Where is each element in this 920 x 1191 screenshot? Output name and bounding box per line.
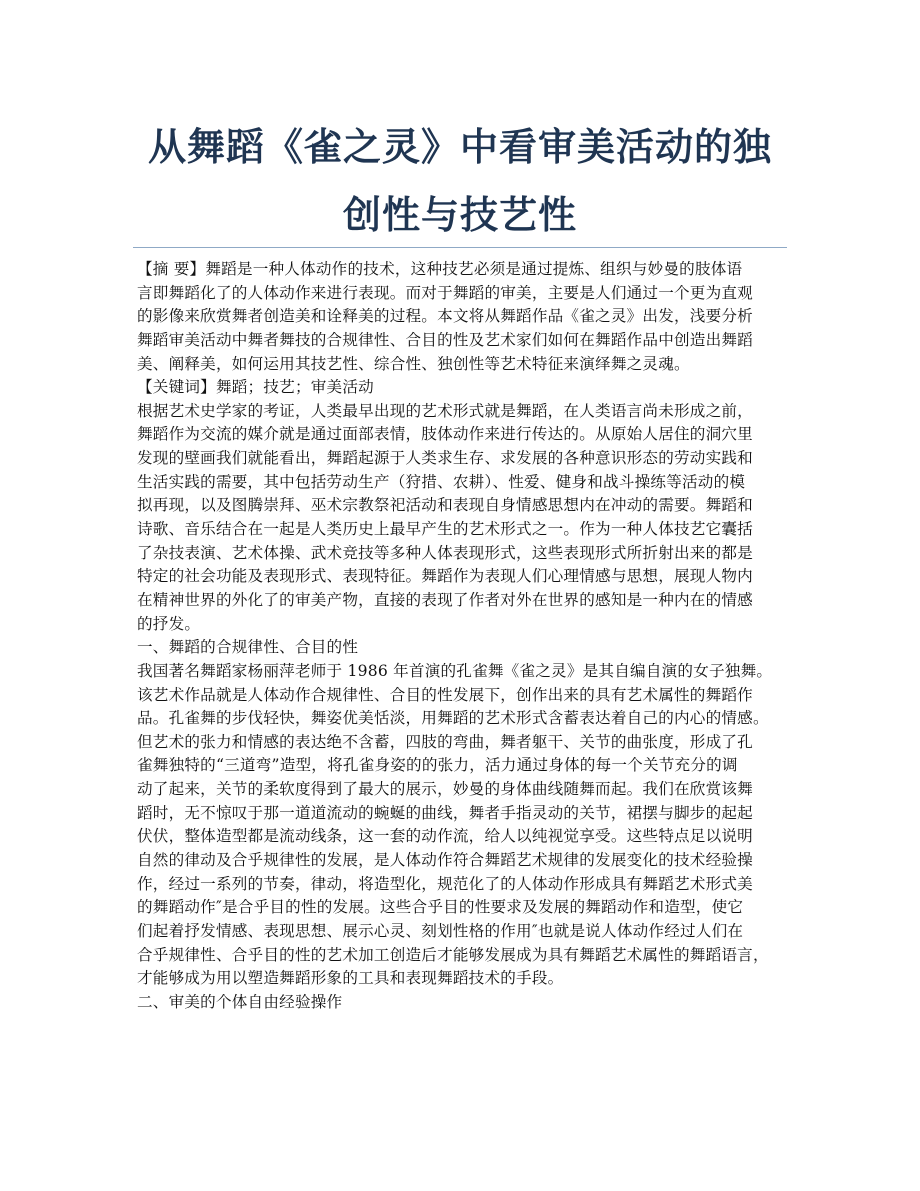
- text-line: 生活实践的需要，其中包括劳动生产（狩措、农耕）、性爱、健身和战斗操练等活动的模: [137, 472, 746, 491]
- document-title-line-1: 从舞蹈《雀之灵》中看审美活动的独: [147, 125, 772, 169]
- text-line: 发现的壁画我们就能看出，舞蹈起源于人类求生存、求发展的各种意识形态的劳动实践和: [137, 449, 753, 468]
- text-line: 拟再现，以及图腾崇拜、巫术宗教祭祀活动和表现自身情感思想内在冲动的需要。舞蹈和: [137, 496, 753, 515]
- text-line: 该艺术作品就是人体动作合规律性、合目的性发展下，创作出来的具有艺术属性的舞蹈作: [137, 685, 753, 704]
- text-line: 言即舞蹈化了的人体动作来进行表现。而对于舞蹈的审美，主要是人们通过一个更为直观: [137, 283, 753, 302]
- text-line: 我国著名舞蹈家杨丽萍老师于 1986 年首演的孔雀舞《雀之灵》是其自编自演的女子独舞。: [137, 661, 773, 680]
- text-line: 美、阐释美，如何运用其技艺性、综合性、独创性等艺术特征来演绎舞之灵魂。: [137, 354, 690, 373]
- text-line: 动了起来，关节的柔软度得到了最大的展示，妙曼的身体曲线随舞而起。我们在欣赏该舞: [137, 780, 753, 799]
- text-line: 舞蹈审美活动中舞者舞技的合规律性、合目的性及艺术家们如何在舞蹈作品中创造出舞蹈: [137, 330, 753, 349]
- text-line: 【关键词】舞蹈；技艺；审美活动: [137, 378, 374, 397]
- text-line: 才能够成为用以塑造舞蹈形象的工具和表现舞蹈技术的手段。: [137, 969, 564, 988]
- text-line: 二、审美的个体自由经验操作: [137, 992, 343, 1011]
- text-line: 的舞蹈动作″是合乎目的性的发展。这些合乎目的性要求及发展的舞蹈动作和造型，使它: [137, 898, 744, 917]
- text-line: 品。孔雀舞的步伐轻快，舞姿优美恬淡，用舞蹈的艺术形式含蓄表达着自己的内心的情感。: [137, 709, 769, 728]
- text-line: 们起着抒发情感、表现思想、展示心灵、刻划性格的作用″也就是说人体动作经过人们在: [137, 921, 744, 940]
- text-line: 合乎规律性、合乎目的性的艺术加工创造后才能够发展成为具有舞蹈艺术属性的舞蹈语言，: [137, 945, 769, 964]
- text-line: 作，经过一系列的节奏，律动，将造型化，规范化了的人体动作形成具有舞蹈艺术形式美: [137, 874, 753, 893]
- text-line: 特定的社会功能及表现形式、表现特征。舞蹈作为表现人们心理情感与思想，展现人物内: [137, 567, 753, 586]
- text-line: 自然的律动及合乎规律性的发展，是人体动作符合舞蹈艺术规律的发展变化的技术经验操: [137, 851, 753, 870]
- text-line: 【摘 要】舞蹈是一种人体动作的技术，这种技艺必须是通过提炼、组织与妙曼的肢体语: [137, 260, 743, 278]
- text-line: 的抒发。: [137, 614, 201, 633]
- text-line: 了杂技表演、艺术体操、武术竞技等多种人体表现形式，这些表现形式所折射出来的都是: [137, 543, 753, 562]
- text-line: 蹈时，无不惊叹于那一道道流动的蜿蜒的曲线，舞者手指灵动的关节，裙摆与脚步的起起: [137, 803, 753, 822]
- text-line: 诗歌、音乐结合在一起是人类历史上最早产生的艺术形式之一。作为一种人体技艺它囊括: [137, 520, 753, 539]
- text-line: 雀舞独特的“三道弯”造型，将孔雀身姿的的张力，活力通过身体的每一个关节充分的调: [137, 756, 738, 775]
- text-line: 一、舞蹈的合规律性、合目的性: [137, 638, 359, 657]
- text-line: 在精神世界的外化了的审美产物，直接的表现了作者对外在世界的感知是一种内在的情感: [137, 590, 753, 609]
- text-line: 的影像来欣赏舞者创造美和诠释美的过程。本文将从舞蹈作品《雀之灵》出发，浅要分析: [137, 307, 753, 326]
- document-body: [137, 258, 797, 1015]
- document-title-line-2: 创性与技艺性: [342, 193, 577, 237]
- text-line: 但艺术的张力和情感的表达绝不含蓄，四肢的弯曲，舞者躯干、关节的曲张度，形成了孔: [137, 732, 753, 751]
- text-line: 舞蹈作为交流的媒介就是通过面部表情，肢体动作来进行传达的。从原始人居住的洞穴里: [137, 425, 753, 444]
- text-line: 根据艺术史学家的考证，人类最早出现的艺术形式就是舞蹈，在人类语言尚未形成之前，: [137, 401, 753, 420]
- text-line: 伏伏，整体造型都是流动线条，这一套的动作流，给人以纯视觉享受。这些特点足以说明: [137, 827, 753, 846]
- title-divider: [133, 247, 787, 248]
